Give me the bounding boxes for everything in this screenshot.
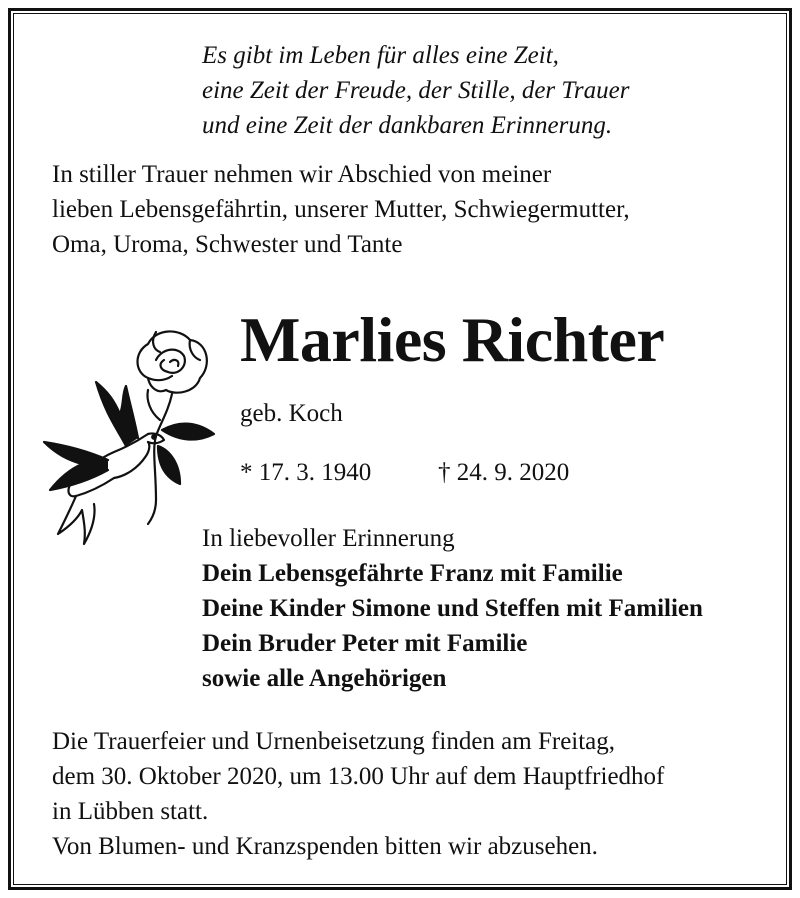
funeral-line: dem 30. Oktober 2020, um 13.00 Uhr auf dem Hauptfriedhof — [52, 763, 665, 790]
mourner-line: Dein Lebensgefährte Franz mit Familie — [202, 560, 623, 587]
intro-text — [52, 157, 630, 262]
dove-with-rose-icon — [30, 320, 226, 552]
mourners-list — [202, 556, 703, 696]
verse-line: Es gibt im Leben für alles eine Zeit, — [202, 42, 559, 69]
mourner-line: Deine Kinder Simone und Steffen mit Familien — [202, 595, 703, 622]
birth-date: * 17. 3. 1940 — [240, 459, 372, 486]
maiden-name: geb. Koch — [240, 400, 343, 427]
intro-line: Oma, Uroma, Schwester und Tante — [52, 231, 403, 258]
funeral-notice — [52, 724, 664, 864]
death-date: † 24. 9. 2020 — [438, 459, 570, 486]
mourner-line: sowie alle Angehörigen — [202, 665, 447, 692]
intro-line: lieben Lebensgefährtin, unserer Mutter, Schwiegermutter, — [52, 196, 630, 223]
funeral-line: in Lübben statt. — [52, 798, 209, 825]
deceased-name: Marlies Richter — [240, 304, 665, 375]
memory-heading: In liebevoller Erinnerung — [202, 525, 455, 552]
mourner-line: Dein Bruder Peter mit Familie — [202, 630, 528, 657]
funeral-line: Die Trauerfeier und Urnenbeisetzung finden am Freitag, — [52, 728, 616, 755]
verse-line: eine Zeit der Freude, der Stille, der Trauer — [202, 77, 630, 104]
intro-line: In stiller Trauer nehmen wir Abschied von meiner — [52, 161, 552, 188]
verse — [202, 38, 629, 143]
funeral-line: Von Blumen- und Kranzspenden bitten wir abzusehen. — [52, 833, 598, 860]
verse-line: und eine Zeit der dankbaren Erinnerung. — [202, 112, 613, 139]
